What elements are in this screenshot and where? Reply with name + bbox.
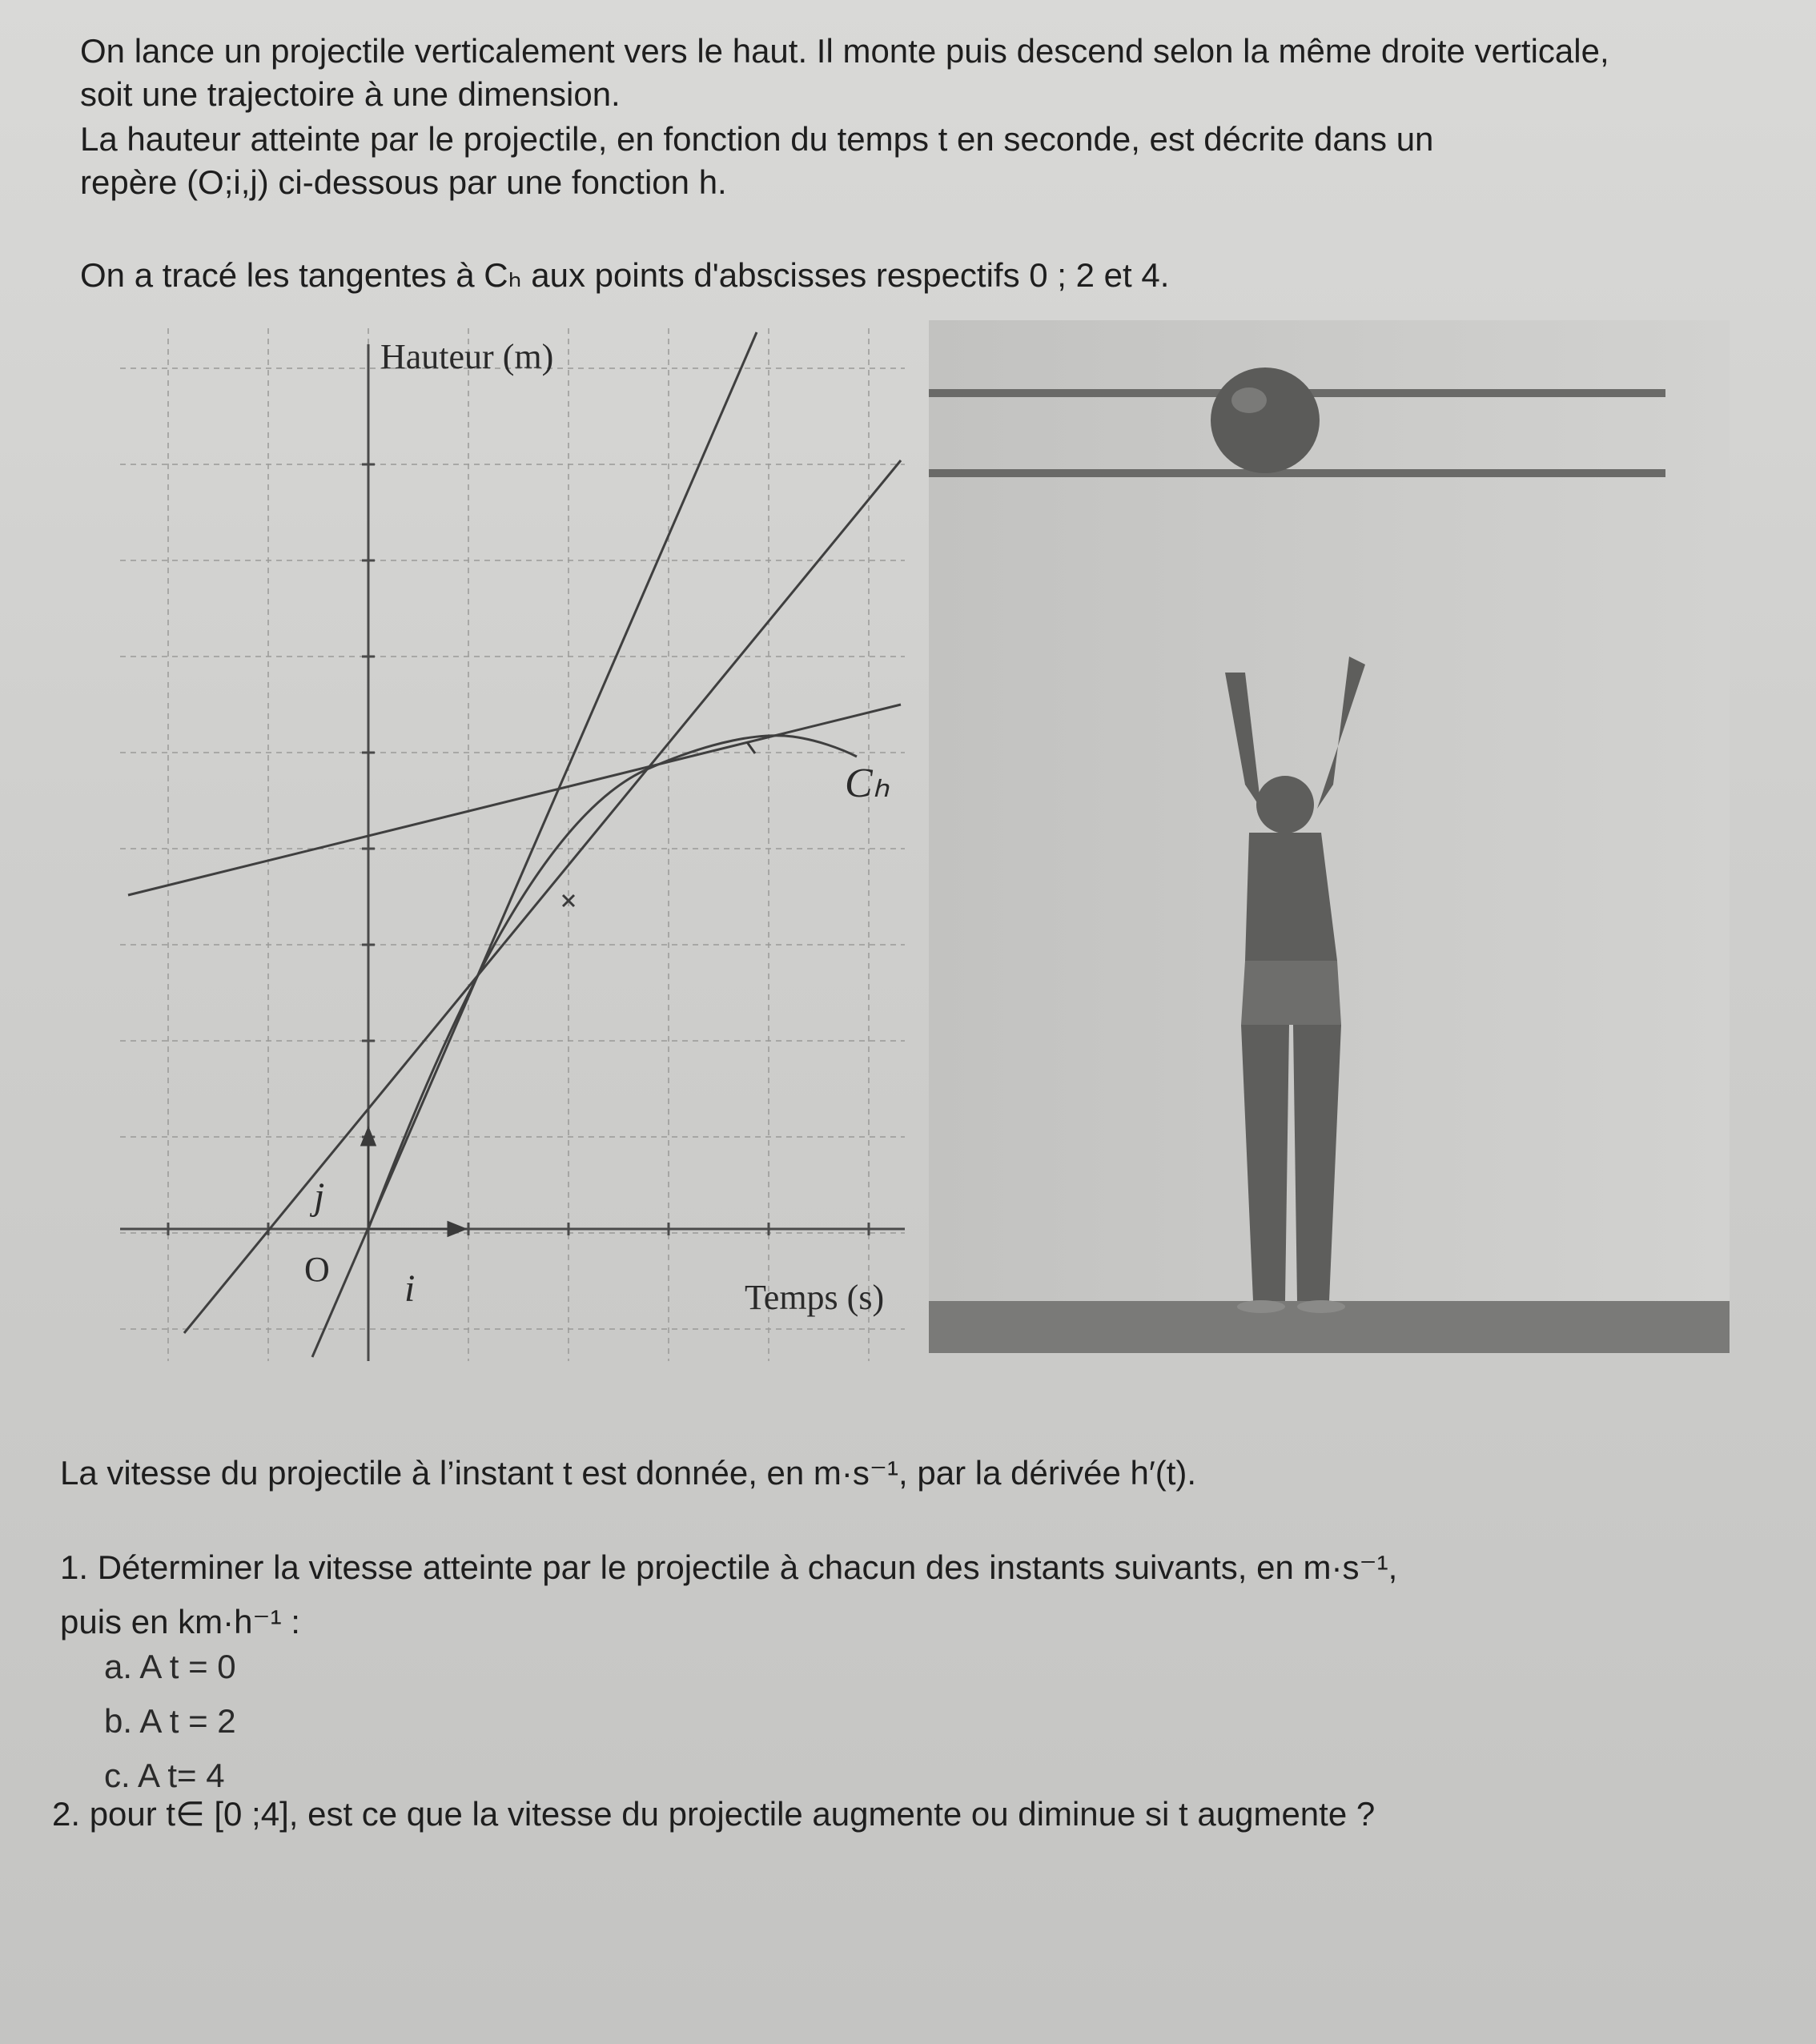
question-1-line-2: puis en km·h⁻¹ :: [60, 1603, 300, 1640]
question-1-item-a: a. A t = 0: [104, 1648, 236, 1685]
i-label: i: [404, 1267, 416, 1310]
origin-label: O: [304, 1250, 330, 1289]
curve-label: Cₕ: [845, 761, 890, 806]
question-1-item-c: c. A t= 4: [104, 1757, 225, 1794]
lower-bar: [929, 469, 1665, 477]
intro-line-3: La hauteur atteinte par le projectile, en fonction du temps t en seconde, est décrite dans un: [80, 120, 1434, 158]
ball: [1211, 367, 1320, 473]
tangent-at-2: [184, 460, 901, 1333]
intro-line-2: soit une trajectoire à une dimension.: [80, 75, 621, 113]
j-label: j: [314, 1175, 325, 1218]
question-1-line-1: 1. Déterminer la vitesse atteinte par le projectile à chacun des instants suivants, en m·s⁻¹,: [60, 1548, 1398, 1586]
photo-wall-ball: [929, 320, 1730, 1353]
question-2: 2. pour t∈ [0 ;4], est ce que la vitesse du projectile augmente ou diminue si t augmente ?: [52, 1795, 1376, 1833]
question-1-item-b: b. A t = 2: [104, 1702, 236, 1740]
time-axis-label: Temps (s): [745, 1278, 885, 1317]
height-graph: [120, 320, 937, 1369]
tangent-at-4: [128, 705, 901, 895]
speed-intro: La vitesse du projectile à l’instant t est donnée, en m·s⁻¹, par la dérivée h′(t).: [60, 1454, 1197, 1492]
intro-line-5: On a tracé les tangentes à Cₕ aux points d'abscisses respectifs 0 ; 2 et 4.: [80, 256, 1170, 294]
height-axis-label: Hauteur (m): [380, 337, 554, 376]
intro-line-1: On lance un projectile verticalement vers le haut. Il monte puis descend selon la même droite verticale,: [80, 32, 1609, 70]
intro-line-4: repère (O;i,j) ci-dessous par une fonction h.: [80, 163, 727, 201]
